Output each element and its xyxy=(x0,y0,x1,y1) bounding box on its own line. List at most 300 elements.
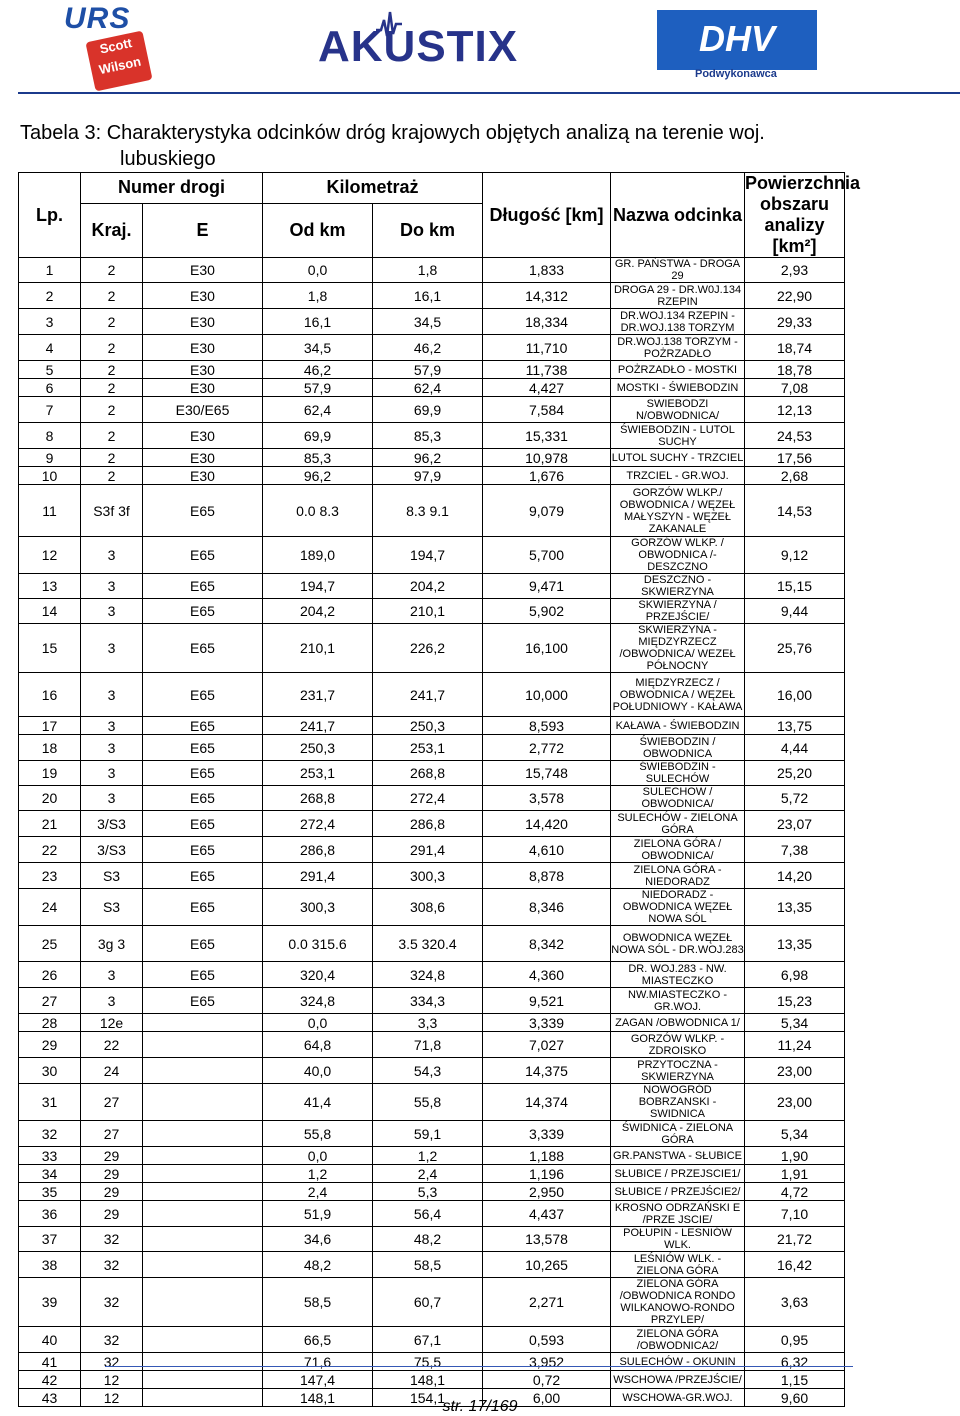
cell-dl: 1,188 xyxy=(483,1147,611,1165)
table-row xyxy=(19,423,845,449)
cell-e: E30 xyxy=(143,335,263,361)
cell-pow: 25,76 xyxy=(745,624,845,673)
cell-od: 253,1 xyxy=(263,761,373,786)
cell-do: 55,8 xyxy=(373,1084,483,1121)
cell-dl: 3,339 xyxy=(483,1121,611,1147)
cell-e xyxy=(143,1121,263,1147)
cell-nazwa: SULECHÓW - ZIELONA GÓRA xyxy=(611,811,745,837)
cell-e xyxy=(143,1183,263,1201)
cell-lp: 14 xyxy=(19,599,81,624)
table-row xyxy=(19,962,845,988)
cell-do: 1,8 xyxy=(373,258,483,283)
cell-do: 2,4 xyxy=(373,1165,483,1183)
cell-kraj: 3 xyxy=(81,786,143,811)
cell-kraj: 2 xyxy=(81,258,143,283)
cell-do: 48,2 xyxy=(373,1227,483,1252)
cell-pow: 18,78 xyxy=(745,361,845,379)
cell-dl: 1,196 xyxy=(483,1165,611,1183)
cell-nazwa: SKWIERZYNA / PRZEJŚCIE/ xyxy=(611,599,745,624)
table-row xyxy=(19,811,845,837)
cell-pow: 7,08 xyxy=(745,379,845,397)
cell-do: 71,8 xyxy=(373,1032,483,1058)
cell-e: E65 xyxy=(143,786,263,811)
cell-lp: 13 xyxy=(19,574,81,599)
cell-e: E65 xyxy=(143,863,263,889)
cell-lp: 31 xyxy=(19,1084,81,1121)
akustix-logo: AKUSTIX xyxy=(318,22,518,72)
cell-od: 69,9 xyxy=(263,423,373,449)
cell-e: E30 xyxy=(143,258,263,283)
cell-nazwa: NW.MIASTECZKO - GR.WOJ. xyxy=(611,988,745,1014)
cell-nazwa: SULECHOW / OBWODNICA/ xyxy=(611,786,745,811)
cell-od: 96,2 xyxy=(263,467,373,485)
cell-od: 0,0 xyxy=(263,1147,373,1165)
cell-kraj: 2 xyxy=(81,361,143,379)
cell-dl: 0,72 xyxy=(483,1371,611,1389)
cell-pow: 23,00 xyxy=(745,1084,845,1121)
cell-pow: 9,60 xyxy=(745,1389,845,1407)
cell-kraj: 3 xyxy=(81,537,143,574)
table-row xyxy=(19,837,845,863)
cell-pow: 22,90 xyxy=(745,283,845,309)
header-kilometraz: Kilometraż xyxy=(263,173,483,204)
cell-nazwa: DESZCZNO - SKWIERZYNA xyxy=(611,574,745,599)
cell-pow: 29,33 xyxy=(745,309,845,335)
cell-nazwa: GORZÓW WLKP. - ZDROISKO xyxy=(611,1032,745,1058)
table-row xyxy=(19,1014,845,1032)
table-row xyxy=(19,1121,845,1147)
cell-kraj: 3 xyxy=(81,962,143,988)
cell-lp: 42 xyxy=(19,1371,81,1389)
cell-dl: 0,593 xyxy=(483,1327,611,1353)
cell-pow: 23,00 xyxy=(745,1058,845,1084)
cell-lp: 43 xyxy=(19,1389,81,1407)
table-row xyxy=(19,717,845,735)
table-row xyxy=(19,735,845,761)
cell-kraj: 32 xyxy=(81,1227,143,1252)
cell-do: 204,2 xyxy=(373,574,483,599)
cell-od: 0.0 8.3 xyxy=(263,485,373,537)
header-e: E xyxy=(143,203,263,257)
cell-lp: 3 xyxy=(19,309,81,335)
header-od-km: Od km xyxy=(263,203,373,257)
cell-dl: 15,748 xyxy=(483,761,611,786)
cell-e: E30 xyxy=(143,449,263,467)
cell-dl: 16,100 xyxy=(483,624,611,673)
cell-e xyxy=(143,1252,263,1278)
table-row xyxy=(19,1278,845,1327)
cell-od: 231,7 xyxy=(263,673,373,717)
cell-lp: 8 xyxy=(19,423,81,449)
cell-nazwa: POŁUPIN - LESNIÓW WLK. xyxy=(611,1227,745,1252)
header-do-km: Do km xyxy=(373,203,483,257)
cell-dl: 1,676 xyxy=(483,467,611,485)
cell-do: 286,8 xyxy=(373,811,483,837)
header-dlugosc: Długość [km] xyxy=(483,173,611,258)
cell-dl: 9,471 xyxy=(483,574,611,599)
cell-lp: 28 xyxy=(19,1014,81,1032)
cell-od: 324,8 xyxy=(263,988,373,1014)
table-row xyxy=(19,1183,845,1201)
cell-do: 69,9 xyxy=(373,397,483,423)
cell-e: E30 xyxy=(143,467,263,485)
table-row xyxy=(19,1353,845,1371)
header-powierzchnia: Powierzchnia obszaru analizy [km²] xyxy=(745,173,861,256)
cell-od: 210,1 xyxy=(263,624,373,673)
cell-dl: 11,710 xyxy=(483,335,611,361)
cell-lp: 34 xyxy=(19,1165,81,1183)
cell-dl: 7,584 xyxy=(483,397,611,423)
cell-pow: 16,42 xyxy=(745,1252,845,1278)
cell-pow: 21,72 xyxy=(745,1227,845,1252)
cell-do: 54,3 xyxy=(373,1058,483,1084)
cell-pow: 15,15 xyxy=(745,574,845,599)
cell-kraj: 24 xyxy=(81,1058,143,1084)
cell-od: 71,6 xyxy=(263,1353,373,1371)
cell-pow: 14,20 xyxy=(745,863,845,889)
cell-pow: 5,34 xyxy=(745,1014,845,1032)
cell-kraj: 27 xyxy=(81,1084,143,1121)
cell-e: E30 xyxy=(143,423,263,449)
cell-pow: 4,72 xyxy=(745,1183,845,1201)
cell-nazwa: MOSTKI - ŚWIEBODZIN xyxy=(611,379,745,397)
table-row xyxy=(19,283,845,309)
cell-pow: 9,12 xyxy=(745,537,845,574)
cell-od: 34,6 xyxy=(263,1227,373,1252)
cell-do: 58,5 xyxy=(373,1252,483,1278)
cell-dl: 4,360 xyxy=(483,962,611,988)
table-row xyxy=(19,574,845,599)
cell-od: 48,2 xyxy=(263,1252,373,1278)
table-row xyxy=(19,1201,845,1227)
cell-do: 272,4 xyxy=(373,786,483,811)
table-row xyxy=(19,1327,845,1353)
cell-od: 147,4 xyxy=(263,1371,373,1389)
cell-do: 60,7 xyxy=(373,1278,483,1327)
cell-pow: 17,56 xyxy=(745,449,845,467)
table-row xyxy=(19,449,845,467)
cell-dl: 14,420 xyxy=(483,811,611,837)
cell-lp: 40 xyxy=(19,1327,81,1353)
dhv-logo: DHV xyxy=(657,10,817,70)
cell-do: 291,4 xyxy=(373,837,483,863)
table-row xyxy=(19,258,845,283)
cell-od: 40,0 xyxy=(263,1058,373,1084)
cell-kraj: 2 xyxy=(81,467,143,485)
cell-dl: 8,593 xyxy=(483,717,611,735)
cell-do: 308,6 xyxy=(373,889,483,926)
cell-kraj: 22 xyxy=(81,1032,143,1058)
cell-dl: 7,027 xyxy=(483,1032,611,1058)
cell-e: E65 xyxy=(143,889,263,926)
cell-pow: 7,10 xyxy=(745,1201,845,1227)
cell-od: 34,5 xyxy=(263,335,373,361)
cell-e: E65 xyxy=(143,962,263,988)
table-row xyxy=(19,309,845,335)
cell-dl: 3,952 xyxy=(483,1353,611,1371)
cell-e: E65 xyxy=(143,761,263,786)
cell-do: 250,3 xyxy=(373,717,483,735)
cell-do: 300,3 xyxy=(373,863,483,889)
cell-kraj: 12e xyxy=(81,1014,143,1032)
cell-kraj: 12 xyxy=(81,1371,143,1389)
cell-od: 66,5 xyxy=(263,1327,373,1353)
table-row xyxy=(19,1252,845,1278)
cell-pow: 6,98 xyxy=(745,962,845,988)
table-body xyxy=(19,258,845,1407)
cell-e: E65 xyxy=(143,673,263,717)
cell-od: 2,4 xyxy=(263,1183,373,1201)
cell-od: 194,7 xyxy=(263,574,373,599)
cell-do: 3.5 320.4 xyxy=(373,926,483,962)
cell-kraj: 3 xyxy=(81,624,143,673)
cell-od: 64,8 xyxy=(263,1032,373,1058)
cell-e xyxy=(143,1165,263,1183)
cell-od: 41,4 xyxy=(263,1084,373,1121)
cell-kraj: 3 xyxy=(81,673,143,717)
cell-do: 3,3 xyxy=(373,1014,483,1032)
cell-nazwa: KROSNO ODRZAŃSKI E /PRZE JSCIE/ xyxy=(611,1201,745,1227)
cell-do: 226,2 xyxy=(373,624,483,673)
cell-do: 75,5 xyxy=(373,1353,483,1371)
cell-kraj: 3 xyxy=(81,599,143,624)
cell-kraj: 32 xyxy=(81,1327,143,1353)
cell-lp: 20 xyxy=(19,786,81,811)
cell-kraj: 2 xyxy=(81,283,143,309)
cell-nazwa: ZIELONA GÓRA / OBWODNICA/ xyxy=(611,837,745,863)
cell-nazwa: ŚWIEBODZIN - SULECHÓW xyxy=(611,761,745,786)
cell-e: E65 xyxy=(143,485,263,537)
cell-lp: 37 xyxy=(19,1227,81,1252)
cell-od: 320,4 xyxy=(263,962,373,988)
cell-pow: 13,35 xyxy=(745,889,845,926)
cell-nazwa: DROGA 29 - DR.W0J.134 RZEPIN xyxy=(611,283,745,309)
cell-pow: 13,75 xyxy=(745,717,845,735)
cell-do: 85,3 xyxy=(373,423,483,449)
cell-nazwa: PRZYTOCZNA - SKWIERZYNA xyxy=(611,1058,745,1084)
cell-lp: 33 xyxy=(19,1147,81,1165)
cell-od: 1,2 xyxy=(263,1165,373,1183)
cell-dl: 11,738 xyxy=(483,361,611,379)
table-row xyxy=(19,361,845,379)
cell-lp: 19 xyxy=(19,761,81,786)
cell-pow: 11,24 xyxy=(745,1032,845,1058)
cell-kraj: 29 xyxy=(81,1183,143,1201)
cell-dl: 3,578 xyxy=(483,786,611,811)
cell-pow: 5,34 xyxy=(745,1121,845,1147)
cell-do: 97,9 xyxy=(373,467,483,485)
cell-do: 154,1 xyxy=(373,1389,483,1407)
cell-od: 0,0 xyxy=(263,1014,373,1032)
footer-rule xyxy=(105,1366,853,1367)
cell-e: E65 xyxy=(143,735,263,761)
cell-do: 194,7 xyxy=(373,537,483,574)
cell-dl: 4,427 xyxy=(483,379,611,397)
cell-do: 16,1 xyxy=(373,283,483,309)
table-row xyxy=(19,1147,845,1165)
cell-lp: 23 xyxy=(19,863,81,889)
cell-od: 1,8 xyxy=(263,283,373,309)
cell-e: E30 xyxy=(143,379,263,397)
cell-pow: 0,95 xyxy=(745,1327,845,1353)
cell-pow: 14,53 xyxy=(745,485,845,537)
table-row xyxy=(19,1058,845,1084)
cell-kraj: 27 xyxy=(81,1121,143,1147)
table-row xyxy=(19,673,845,717)
cell-kraj: 29 xyxy=(81,1147,143,1165)
cell-e xyxy=(143,1327,263,1353)
header-lp: Lp. xyxy=(19,173,81,258)
cell-od: 57,9 xyxy=(263,379,373,397)
cell-kraj: 2 xyxy=(81,423,143,449)
cell-do: 34,5 xyxy=(373,309,483,335)
cell-do: 334,3 xyxy=(373,988,483,1014)
cell-pow: 1,91 xyxy=(745,1165,845,1183)
cell-kraj: 2 xyxy=(81,335,143,361)
cell-lp: 38 xyxy=(19,1252,81,1278)
cell-nazwa: MIĘDZYRZECZ / OBWODNICA / WĘZEŁ POŁUDNIOWY - KAŁAWA xyxy=(611,673,745,717)
cell-dl: 8,346 xyxy=(483,889,611,926)
cell-pow: 4,44 xyxy=(745,735,845,761)
cell-nazwa: GORZÓW WLKP. / OBWODNICA /- DESZCZNO xyxy=(611,537,745,574)
table-row xyxy=(19,537,845,574)
cell-pow: 13,35 xyxy=(745,926,845,962)
cell-kraj: 29 xyxy=(81,1165,143,1183)
cell-dl: 5,902 xyxy=(483,599,611,624)
cell-do: 253,1 xyxy=(373,735,483,761)
cell-nazwa: LEŚNIÓW WLK. - ZIELONA GÓRA xyxy=(611,1252,745,1278)
table-row xyxy=(19,485,845,537)
cell-do: 96,2 xyxy=(373,449,483,467)
table-row xyxy=(19,926,845,962)
cell-lp: 35 xyxy=(19,1183,81,1201)
cell-dl: 10,265 xyxy=(483,1252,611,1278)
cell-nazwa: ŚWIEBODZIN - LUTOL SUCHY xyxy=(611,423,745,449)
cell-lp: 6 xyxy=(19,379,81,397)
cell-do: 210,1 xyxy=(373,599,483,624)
cell-dl: 2,950 xyxy=(483,1183,611,1201)
cell-od: 85,3 xyxy=(263,449,373,467)
cell-do: 324,8 xyxy=(373,962,483,988)
table-row xyxy=(19,1165,845,1183)
cell-nazwa: ŚWIEBODZIN / OBWODNICA xyxy=(611,735,745,761)
cell-nazwa: WSCHOWA-GR.WOJ. xyxy=(611,1389,745,1407)
table-row xyxy=(19,761,845,786)
cell-dl: 1,833 xyxy=(483,258,611,283)
cell-dl: 9,521 xyxy=(483,988,611,1014)
cell-dl: 9,079 xyxy=(483,485,611,537)
cell-nazwa: GORZÓW WLKP./ OBWODNICA / WĘZEŁ MAŁYSZYN - WĘZEŁ ZAKANALE xyxy=(611,485,745,537)
cell-pow: 15,23 xyxy=(745,988,845,1014)
table-row xyxy=(19,335,845,361)
table-row xyxy=(19,1227,845,1252)
cell-kraj: 3 xyxy=(81,761,143,786)
cell-do: 59,1 xyxy=(373,1121,483,1147)
cell-lp: 7 xyxy=(19,397,81,423)
cell-lp: 21 xyxy=(19,811,81,837)
cell-lp: 2 xyxy=(19,283,81,309)
cell-lp: 9 xyxy=(19,449,81,467)
cell-pow: 18,74 xyxy=(745,335,845,361)
cell-od: 272,4 xyxy=(263,811,373,837)
header-kraj: Kraj. xyxy=(81,203,143,257)
cell-nazwa: SŁUBICE / PRZEJSCIE1/ xyxy=(611,1165,745,1183)
cell-e: E65 xyxy=(143,624,263,673)
cell-lp: 11 xyxy=(19,485,81,537)
cell-od: 268,8 xyxy=(263,786,373,811)
cell-lp: 22 xyxy=(19,837,81,863)
cell-lp: 36 xyxy=(19,1201,81,1227)
table-row xyxy=(19,1371,845,1389)
cell-kraj: 12 xyxy=(81,1389,143,1407)
cell-do: 148,1 xyxy=(373,1371,483,1389)
cell-lp: 26 xyxy=(19,962,81,988)
cell-e: E30 xyxy=(143,309,263,335)
cell-pow: 23,07 xyxy=(745,811,845,837)
table-row xyxy=(19,397,845,423)
cell-e: E30 xyxy=(143,361,263,379)
cell-nazwa: SKWIERZYNA - MIĘDZYRZECZ /OBWODNICA/ WEZEŁ PÓŁNOCNY xyxy=(611,624,745,673)
cell-lp: 15 xyxy=(19,624,81,673)
cell-dl: 13,578 xyxy=(483,1227,611,1252)
table-row xyxy=(19,786,845,811)
cell-e xyxy=(143,1147,263,1165)
cell-nazwa: KAŁAWA - ŚWIEBODZIN xyxy=(611,717,745,735)
cell-e xyxy=(143,1227,263,1252)
cell-lp: 17 xyxy=(19,717,81,735)
table-row xyxy=(19,1084,845,1121)
cell-lp: 24 xyxy=(19,889,81,926)
cell-pow: 2,93 xyxy=(745,258,845,283)
cell-od: 148,1 xyxy=(263,1389,373,1407)
cell-e: E65 xyxy=(143,926,263,962)
cell-dl: 4,437 xyxy=(483,1201,611,1227)
cell-e xyxy=(143,1353,263,1371)
cell-nazwa: DR.WOJ.134 RZEPIN - DR.WOJ.138 TORZYM xyxy=(611,309,745,335)
cell-nazwa: ŚWIDNICA - ZIELONA GÓRA xyxy=(611,1121,745,1147)
cell-do: 57,9 xyxy=(373,361,483,379)
cell-nazwa: GR.PANSTWA - SŁUBICE xyxy=(611,1147,745,1165)
cell-dl: 5,700 xyxy=(483,537,611,574)
cell-pow: 6,32 xyxy=(745,1353,845,1371)
cell-nazwa: SULECHÓW - OKUNIN xyxy=(611,1353,745,1371)
cell-lp: 12 xyxy=(19,537,81,574)
cell-dl: 14,374 xyxy=(483,1084,611,1121)
cell-e: E65 xyxy=(143,811,263,837)
cell-pow: 24,53 xyxy=(745,423,845,449)
dhv-subtitle: Podwykonawca xyxy=(695,68,777,80)
cell-od: 16,1 xyxy=(263,309,373,335)
cell-pow: 1,90 xyxy=(745,1147,845,1165)
cell-e: E30/E65 xyxy=(143,397,263,423)
cell-e xyxy=(143,1032,263,1058)
cell-dl: 15,331 xyxy=(483,423,611,449)
cell-do: 56,4 xyxy=(373,1201,483,1227)
cell-nazwa: DR. WOJ.283 - NW. MIASTECZKO xyxy=(611,962,745,988)
cell-lp: 30 xyxy=(19,1058,81,1084)
cell-pow: 7,38 xyxy=(745,837,845,863)
header-nazwa: Nazwa odcinka xyxy=(611,173,745,258)
cell-od: 46,2 xyxy=(263,361,373,379)
cell-pow: 16,00 xyxy=(745,673,845,717)
cell-kraj: S3 xyxy=(81,863,143,889)
cell-od: 55,8 xyxy=(263,1121,373,1147)
cell-e xyxy=(143,1278,263,1327)
table-row xyxy=(19,467,845,485)
cell-e xyxy=(143,1014,263,1032)
cell-lp: 18 xyxy=(19,735,81,761)
cell-nazwa: POŻRZADŁO - MOSTKI xyxy=(611,361,745,379)
